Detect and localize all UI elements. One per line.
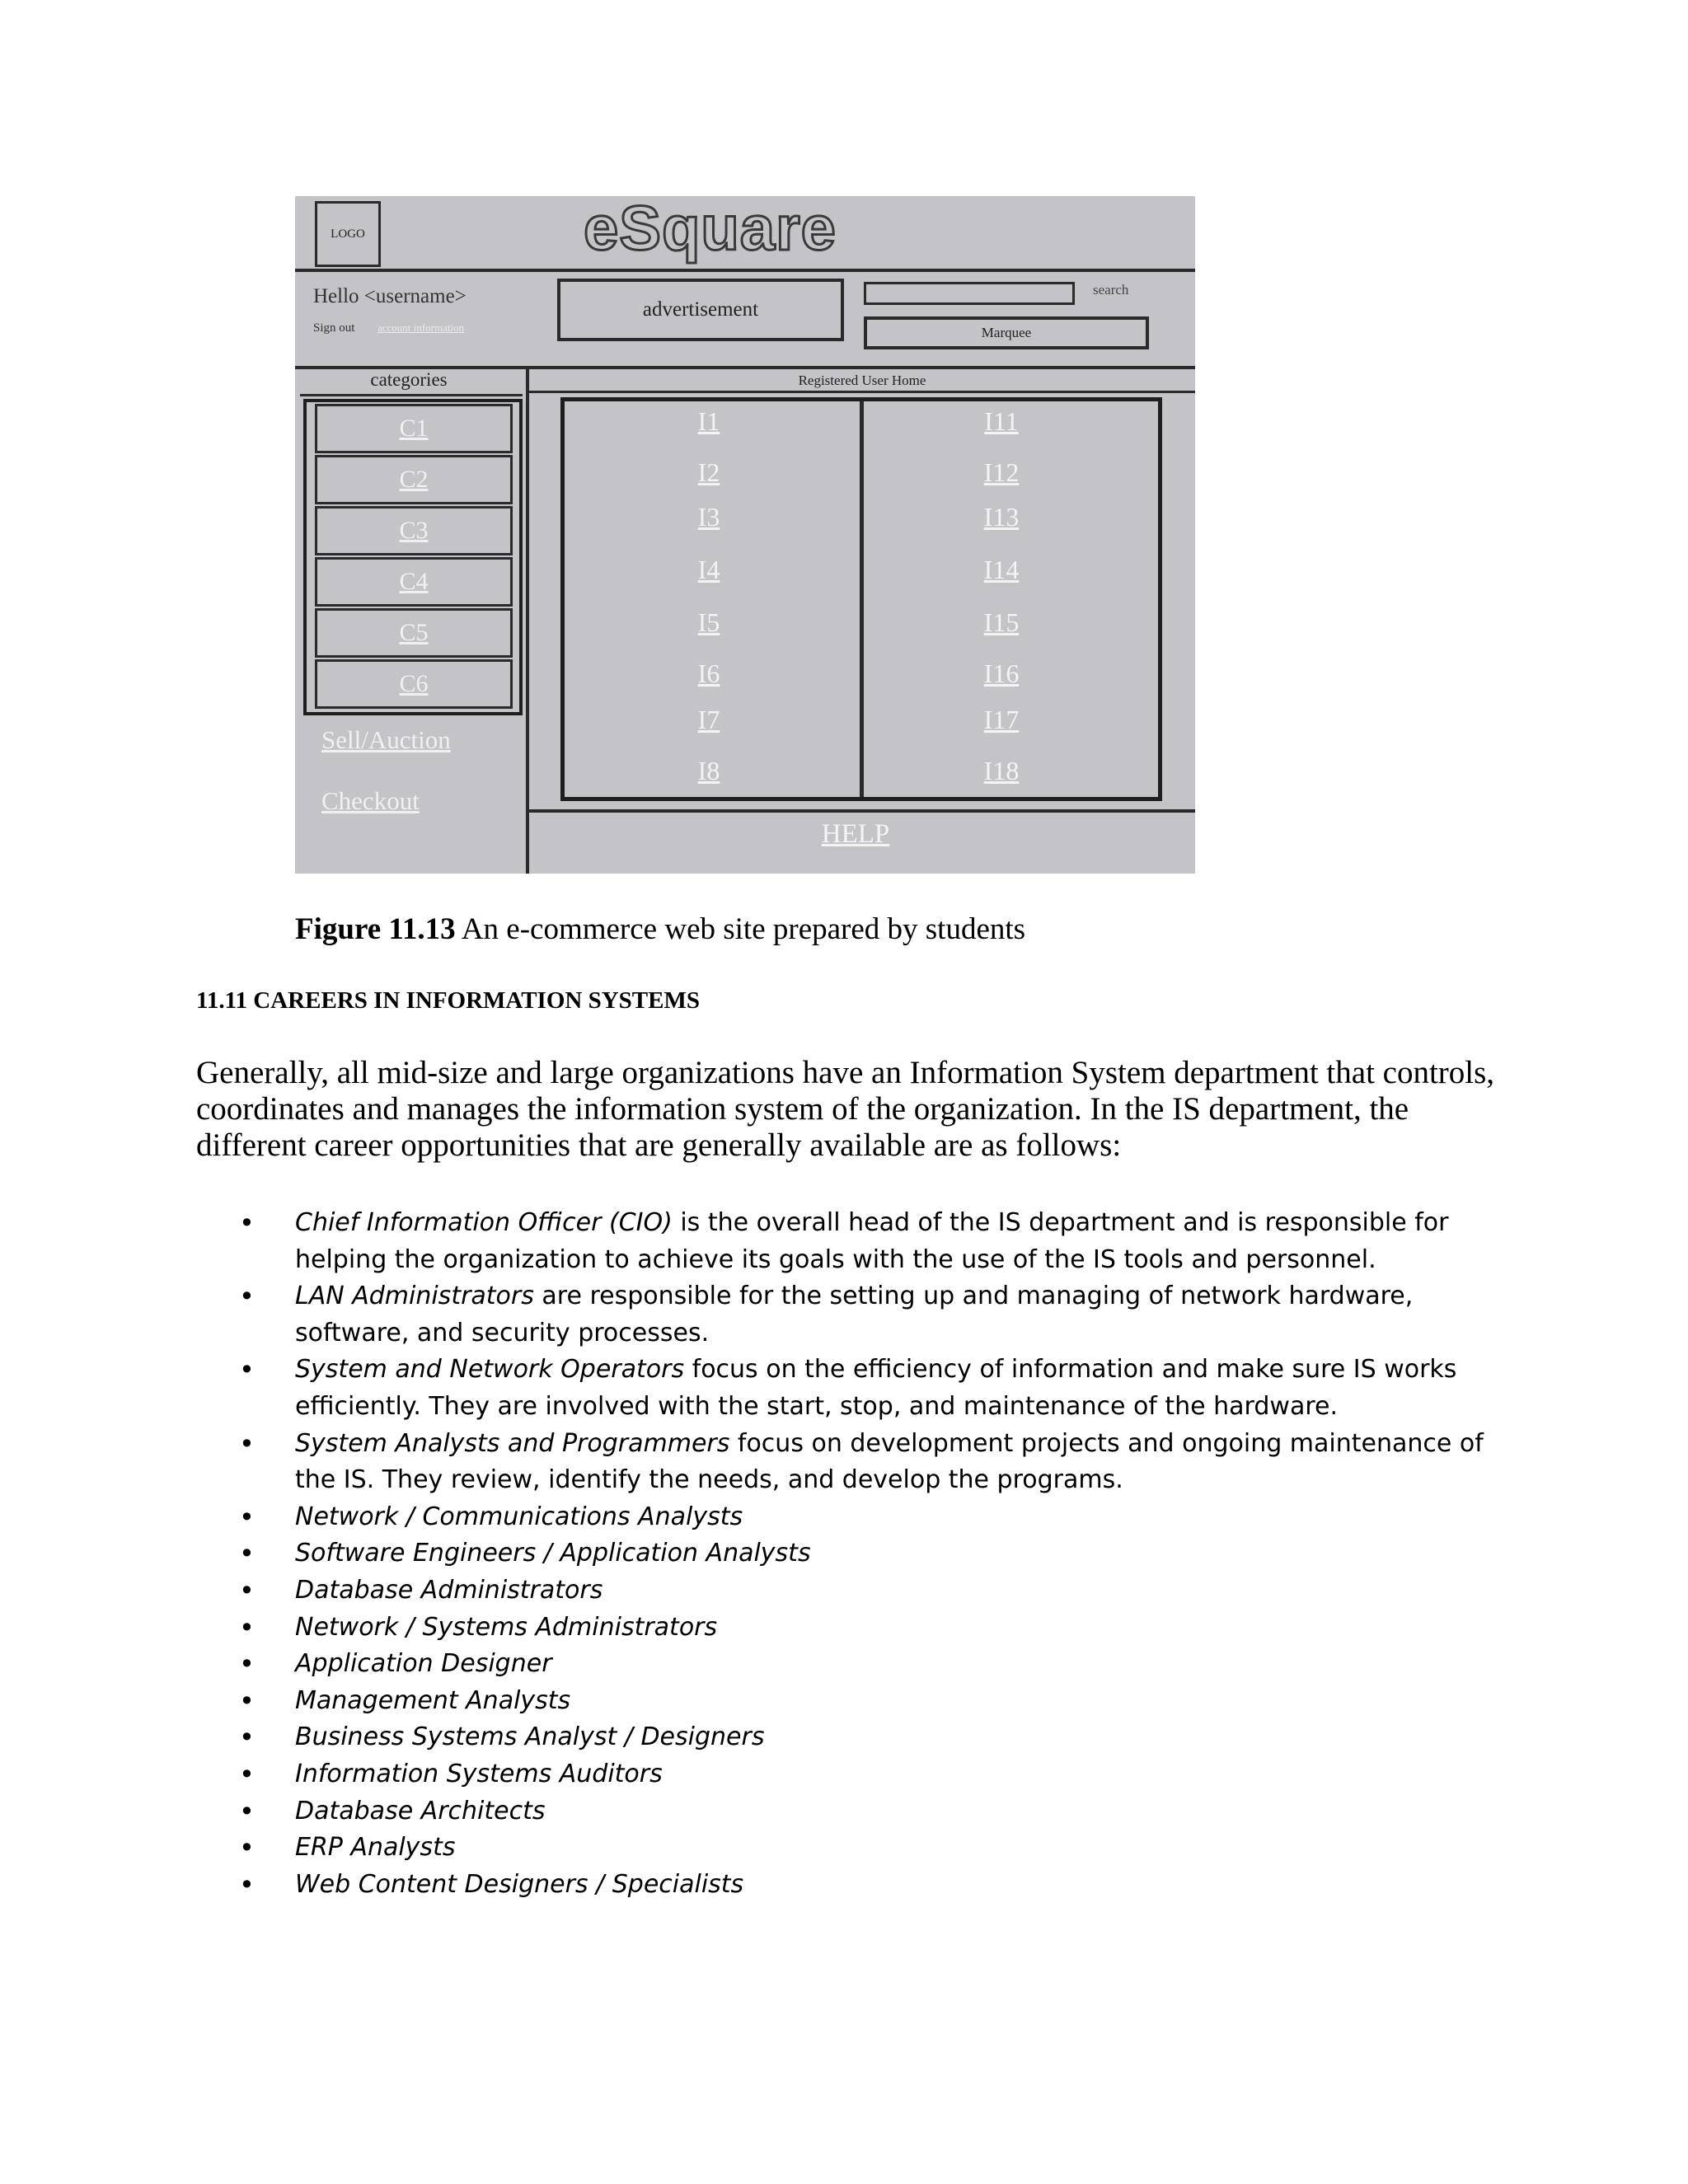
item-link[interactable]: I6 [697,658,720,688]
list-item [239,1352,1492,1425]
list-item [239,1830,1492,1867]
item-link[interactable]: I16 [983,658,1020,688]
item-link[interactable]: I13 [983,502,1020,532]
list-item [239,1867,1492,1904]
career-title: LAN Administrators [295,1282,534,1311]
item-link[interactable]: I2 [697,457,720,487]
sign-out-link[interactable]: Sign out [313,321,355,335]
list-item [239,1535,1492,1572]
list-item [239,1610,1492,1647]
item-link[interactable]: I17 [983,705,1020,734]
list-item [239,1572,1492,1610]
figure-caption-label: Figure 11.13 [295,912,456,946]
item-link[interactable]: I18 [983,756,1020,785]
checkout-link[interactable]: Checkout [321,786,420,815]
item-link[interactable]: I3 [697,502,720,532]
list-item [239,1756,1492,1793]
career-title: Information Systems Auditors [295,1759,663,1788]
category-link[interactable]: C6 [315,659,513,709]
list-item [239,1205,1492,1278]
career-title: ERP Analysts [295,1833,456,1863]
sidebar-divider [526,366,529,874]
category-link[interactable]: C4 [315,557,513,607]
footer-divider [529,809,1195,813]
sell-auction-link[interactable]: Sell/Auction [321,725,451,754]
section-heading: 11.11 CAREERS IN INFORMATION SYSTEMS [196,987,700,1014]
careers-list [239,1205,1492,1903]
career-title: Chief Information Officer (CIO) [295,1208,673,1237]
registered-user-home-heading: Registered User Home [798,373,926,388]
list-item [239,1683,1492,1720]
list-item [239,1719,1492,1756]
intro-paragraph: Generally, all mid-size and large organizations have an Information System department that controls, coordinates and manages the information system of the organization. In the IS department, the different career opportunities that are generally available are as follows: [196,1055,1495,1163]
category-link[interactable]: C1 [315,404,513,453]
list-item [239,1278,1492,1352]
item-link[interactable]: I14 [983,555,1020,584]
career-title: Application Designer [295,1649,552,1679]
account-info-link[interactable]: account information [377,321,465,334]
items-grid [560,397,1162,801]
figure-esquare-mockup [295,196,1195,874]
categories-panel [303,399,523,715]
career-title: Network / Communications Analysts [295,1502,743,1531]
career-title: Database Administrators [295,1575,603,1605]
item-link[interactable]: I11 [984,406,1019,436]
figure-caption-text: An e-commerce web site prepared by students [461,912,1026,946]
search-label: search [1093,282,1129,298]
item-link[interactable]: I8 [697,756,720,785]
career-desc: are responsible for the setting up and managing of network hardware, software, and security processes. [295,1282,1414,1347]
item-link[interactable]: I15 [983,607,1020,637]
item-link[interactable]: I5 [697,607,720,637]
advertisement-banner: advertisement [557,279,844,341]
career-title: Software Engineers / Application Analysts [295,1539,811,1568]
category-link[interactable]: C3 [315,506,513,555]
greeting-text: Hello <username> [313,285,467,307]
career-desc: focus on the efficiency of information and make sure IS works efficiently. They are involved with the start, stop, and maintenance of the hardware. [295,1355,1457,1421]
title-divider [529,391,1195,393]
list-item [239,1499,1492,1536]
category-link[interactable]: C5 [315,608,513,658]
list-item [239,1793,1492,1830]
categories-heading: categories [370,369,448,390]
career-title: Web Content Designers / Specialists [295,1869,744,1899]
help-link[interactable]: HELP [821,819,890,849]
career-title: Business Systems Analyst / Designers [295,1722,765,1752]
list-item [239,1426,1492,1499]
header-divider [295,269,1195,272]
brand-wordmark: eSquare [584,196,837,264]
career-title: System Analysts and Programmers [295,1428,730,1458]
items-column-divider [860,401,864,797]
career-title: System and Network Operators [295,1355,685,1385]
career-title: Management Analysts [295,1685,571,1715]
cat-title-underline [300,394,523,396]
category-link[interactable]: C2 [315,455,513,504]
career-title: Database Architects [295,1796,546,1825]
item-link[interactable]: I7 [697,705,720,734]
item-link[interactable]: I4 [697,555,720,584]
logo-placeholder: LOGO [315,201,381,267]
career-desc: is the overall head of the IS department and is responsible for helping the organization to achieve its goals with the use of the IS tools and personnel. [295,1208,1449,1274]
list-item [239,1646,1492,1683]
search-input[interactable] [864,282,1075,305]
figure-caption [295,912,1025,947]
career-title: Network / Systems Administrators [295,1612,718,1642]
item-link[interactable]: I1 [697,406,720,436]
career-desc: focus on development projects and ongoing maintenance of the IS. They review, identify the needs, and develop the programs. [295,1428,1484,1495]
marquee-banner: Marquee [864,316,1149,349]
item-link[interactable]: I12 [983,457,1020,487]
